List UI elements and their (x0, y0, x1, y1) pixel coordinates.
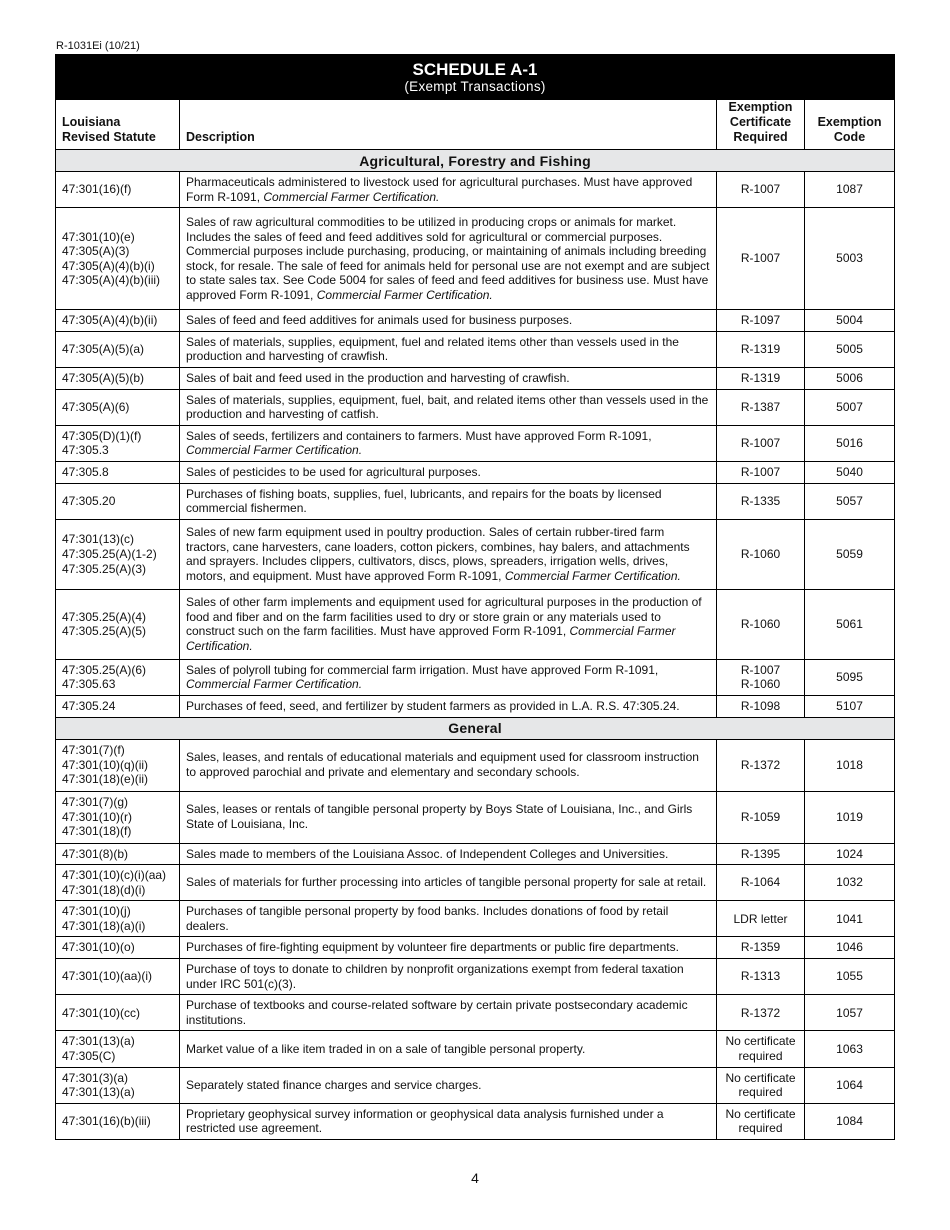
statute-line: 47:305.25(A)(6) (62, 662, 147, 677)
section-header (56, 150, 895, 172)
certificate-cell (717, 310, 805, 332)
description-cell (180, 843, 717, 865)
description-text: Sales of materials, supplies, equipment, fuel, bait, and related items other than vessels used in the production and harvesting of catfish. (186, 392, 709, 422)
certificate-line: R-1007 (740, 662, 781, 677)
statute-line: 47:301(3)(a) (62, 1070, 129, 1085)
certificate-line: R-1007 (740, 464, 781, 479)
certificate-cell (717, 589, 805, 659)
table-row (56, 937, 895, 959)
certificate-cell (717, 959, 805, 995)
certificate-cell (717, 389, 805, 425)
table-row (56, 389, 895, 425)
description-cell (180, 310, 717, 332)
statute-line: 47:305.3 (62, 443, 109, 458)
certificate-cell (717, 659, 805, 695)
exemption-code-cell: 1024 (805, 843, 895, 865)
certificate-line: R-1060 (740, 677, 781, 692)
table-row (56, 959, 895, 995)
certificate-line: R-1372 (740, 757, 781, 772)
certificate-cell (717, 937, 805, 959)
certificate-line: R-1007 (740, 251, 781, 266)
statute-line: 47:305.63 (62, 677, 116, 692)
certificate-line: R-1395 (740, 846, 781, 861)
certificate-cell (717, 483, 805, 519)
description-text: Sales of new farm equipment used in poultry production. Sales of certain rubber-tired farm tractors, cane harvesters, cane loaders, cotton pickers, combines, hay balers, and attachments and sprayers. Includes clippers, cultivators, discs, plows, spreaders, irrigation wells, drives, motors, and equipment. Must have approved Form R-1091, (186, 525, 690, 583)
description-cell (180, 995, 717, 1031)
statute-line: 47:305.8 (62, 464, 109, 479)
exemption-code-cell: 5003 (805, 208, 895, 310)
certificate-cell (717, 843, 805, 865)
table-row (56, 995, 895, 1031)
description-cell (180, 331, 717, 367)
statute-line: 47:301(8)(b) (62, 846, 129, 861)
table-row (56, 425, 895, 461)
certificate-cell (717, 367, 805, 389)
statute-line: 47:301(18)(e)(ii) (62, 772, 149, 787)
certificate-cell (717, 1031, 805, 1067)
exemption-code-cell: 5095 (805, 659, 895, 695)
description-text: Sales of bait and feed used in the production and harvesting of crawfish. (186, 370, 570, 385)
statute-cell (56, 695, 180, 717)
certificate-line: R-1387 (740, 399, 781, 414)
certificate-cell (717, 695, 805, 717)
certificate-line: R-1359 (740, 940, 781, 955)
statute-line: 47:301(10)(j) (62, 904, 131, 919)
certificate-line: No certificate (725, 1106, 796, 1121)
description-text: Purchase of toys to donate to children by nonprofit organizations exempt from federal taxation under IRC 501(c)(3). (186, 962, 684, 991)
column-header-certificate: Exemption Certificate Required (717, 100, 805, 150)
description-cell (180, 739, 717, 791)
certificate-cell (717, 739, 805, 791)
statute-line: 47:301(16)(f) (62, 182, 132, 197)
table-row (56, 483, 895, 519)
statute-cell (56, 791, 180, 843)
table-row (56, 843, 895, 865)
column-header-statute: Louisiana Revised Statute (56, 100, 180, 150)
certificate-line: required (738, 1121, 783, 1136)
exemption-code-cell: 5040 (805, 461, 895, 483)
description-cell (180, 695, 717, 717)
certificate-line: R-1319 (740, 342, 781, 357)
description-cell (180, 865, 717, 901)
statute-cell (56, 959, 180, 995)
table-row (56, 901, 895, 937)
statute-cell (56, 937, 180, 959)
certificate-line: R-1313 (740, 969, 781, 984)
description-text: Purchases of tangible personal property by food banks. Includes donations of food by retail dealers. (186, 904, 669, 933)
statute-cell (56, 310, 180, 332)
certificate-line: No certificate (725, 1070, 796, 1085)
table-row (56, 589, 895, 659)
statute-line: 47:305(A)(6) (62, 399, 130, 414)
certificate-cell (717, 425, 805, 461)
description-text: Purchase of textbooks and course-related software by certain private postsecondary academic institutions. (186, 998, 688, 1027)
statute-line: 47:301(10)(o) (62, 940, 135, 955)
statute-cell (56, 425, 180, 461)
certificate-line: R-1097 (740, 313, 781, 328)
exemption-code-cell: 5016 (805, 425, 895, 461)
description-cell (180, 589, 717, 659)
exemption-code-cell: 5059 (805, 519, 895, 589)
certificate-line: R-1064 (740, 875, 781, 890)
exemption-code-cell: 1087 (805, 172, 895, 208)
table-row (56, 331, 895, 367)
form-name-italic: Commercial Farmer Certification. (504, 568, 681, 583)
certificate-line: R-1098 (740, 698, 781, 713)
exemption-code-cell: 1032 (805, 865, 895, 901)
statute-cell (56, 172, 180, 208)
table-row (56, 519, 895, 589)
statute-cell (56, 901, 180, 937)
description-text: Purchases of fishing boats, supplies, fuel, lubricants, and repairs for the boats by licensed commercial fishermen. (186, 486, 662, 516)
statute-line: 47:305.25(A)(1-2) (62, 546, 157, 561)
certificate-line: No certificate (725, 1034, 796, 1049)
certificate-cell (717, 865, 805, 901)
table-row (56, 791, 895, 843)
statute-line: 47:305.25(A)(4) (62, 609, 147, 624)
statute-cell (56, 367, 180, 389)
table-row (56, 695, 895, 717)
statute-cell (56, 659, 180, 695)
certificate-cell (717, 995, 805, 1031)
certificate-cell (717, 1103, 805, 1139)
section-title: Agricultural, Forestry and Fishing (56, 150, 895, 172)
description-cell (180, 483, 717, 519)
table-row (56, 367, 895, 389)
form-name-italic: Commercial Farmer Certification. (263, 189, 440, 204)
description-cell (180, 461, 717, 483)
form-code: R-1031Ei (10/21) (56, 40, 140, 52)
description-text: Proprietary geophysical survey information or geophysical data analysis furnished under a restricted use agreement. (186, 1106, 664, 1136)
description-cell (180, 937, 717, 959)
statute-line: 47:301(13)(c) (62, 532, 135, 547)
exemption-code-cell: 5006 (805, 367, 895, 389)
statute-line: 47:301(7)(f) (62, 743, 125, 758)
certificate-line: R-1060 (740, 616, 781, 631)
statute-line: 47:301(18)(d)(i) (62, 882, 146, 897)
description-cell (180, 1031, 717, 1067)
statute-line: 47:305.24 (62, 698, 116, 713)
section-title: General (56, 717, 895, 739)
statute-line: 47:305(A)(4)(b)(iii) (62, 273, 161, 288)
certificate-line: R-1319 (740, 370, 781, 385)
exemption-code-cell: 5057 (805, 483, 895, 519)
column-header-code: Exemption Code (805, 100, 895, 150)
description-text: Purchases of fire-fighting equipment by volunteer fire departments or public fire departments. (186, 940, 679, 955)
section-header (56, 717, 895, 739)
form-name-italic: Commercial Farmer Certification. (186, 677, 363, 692)
statute-cell (56, 483, 180, 519)
certificate-line: R-1372 (740, 1005, 781, 1020)
exemption-code-cell: 5061 (805, 589, 895, 659)
description-text: Sales of materials, supplies, equipment, fuel and related items other than vessels used in the production and harvesting of crawfish. (186, 334, 679, 364)
certificate-line: LDR letter (733, 911, 788, 926)
exemption-code-cell: 5004 (805, 310, 895, 332)
statute-line: 47:301(7)(g) (62, 795, 129, 810)
statute-cell (56, 461, 180, 483)
table-row (56, 461, 895, 483)
form-name-italic: Commercial Farmer Certification. (186, 624, 676, 653)
certificate-cell (717, 208, 805, 310)
certificate-cell (717, 519, 805, 589)
description-text: Sales of pesticides to be used for agricultural purposes. (186, 464, 481, 479)
description-text: Sales made to members of the Louisiana Assoc. of Independent Colleges and Universities. (186, 846, 669, 861)
table-row (56, 739, 895, 791)
exemption-code-cell: 1018 (805, 739, 895, 791)
description-text: Market value of a like item traded in on a sale of tangible personal property. (186, 1041, 586, 1056)
certificate-cell (717, 172, 805, 208)
statute-line: 47:301(10)(q)(ii) (62, 757, 149, 772)
statute-cell (56, 995, 180, 1031)
statute-line: 47:305(A)(5)(b) (62, 370, 145, 385)
statute-line: 47:301(13)(a) (62, 1085, 135, 1100)
exemption-code-cell: 1064 (805, 1067, 895, 1103)
description-cell (180, 959, 717, 995)
statute-line: 47:305.25(A)(5) (62, 624, 147, 639)
statute-line: 47:301(10)(e) (62, 229, 135, 244)
certificate-line: R-1060 (740, 546, 781, 561)
exemption-code-cell: 5107 (805, 695, 895, 717)
table-row (56, 1103, 895, 1139)
statute-cell (56, 865, 180, 901)
statute-line: 47:305(A)(3) (62, 244, 130, 259)
certificate-line: R-1335 (740, 493, 781, 508)
statute-line: 47:301(10)(c)(i)(aa) (62, 868, 167, 883)
description-cell (180, 389, 717, 425)
statute-line: 47:305.25(A)(3) (62, 561, 147, 576)
statute-line: 47:301(18)(a)(i) (62, 918, 146, 933)
statute-line: 47:301(13)(a) (62, 1034, 135, 1049)
description-text: Pharmaceuticals administered to livestock used for agricultural purchases. Must have approved Form R-1091, (186, 175, 693, 204)
description-text: Sales of polyroll tubing for commercial farm irrigation. Must have approved Form R-1091, (186, 662, 659, 677)
statute-cell (56, 739, 180, 791)
table-row (56, 208, 895, 310)
statute-line: 47:301(10)(r) (62, 809, 133, 824)
description-cell (180, 1067, 717, 1103)
description-cell (180, 519, 717, 589)
description-text: Sales, leases or rentals of tangible personal property by Boys State of Louisiana, Inc., and Girls State of Louisiana, Inc. (186, 802, 693, 831)
statute-cell (56, 1067, 180, 1103)
exemption-code-cell: 5005 (805, 331, 895, 367)
statute-line: 47:301(10)(cc) (62, 1005, 141, 1020)
table-row (56, 865, 895, 901)
exemption-code-cell: 1046 (805, 937, 895, 959)
description-cell (180, 172, 717, 208)
statute-line: 47:305.20 (62, 493, 116, 508)
statute-line: 47:305(A)(4)(b)(ii) (62, 313, 158, 328)
table-row (56, 1067, 895, 1103)
statute-line: 47:301(18)(f) (62, 824, 132, 839)
certificate-cell (717, 791, 805, 843)
description-text: Purchases of feed, seed, and fertilizer by student farmers as provided in L.A. R.S. 47:305.24. (186, 698, 680, 713)
description-text: Separately stated finance charges and service charges. (186, 1077, 482, 1092)
description-text: Sales of feed and feed additives for animals used for business purposes. (186, 313, 573, 328)
exemption-code-cell: 1041 (805, 901, 895, 937)
table-row (56, 172, 895, 208)
description-cell (180, 901, 717, 937)
statute-cell (56, 1031, 180, 1067)
table-row (56, 1031, 895, 1067)
statute-cell (56, 331, 180, 367)
description-cell (180, 791, 717, 843)
column-header-description: Description (180, 100, 717, 150)
exemption-code-cell: 1057 (805, 995, 895, 1031)
description-cell (180, 659, 717, 695)
exemption-code-cell: 1019 (805, 791, 895, 843)
description-text: Sales of other farm implements and equipment used for agricultural purposes in the production of food and fiber and on the farm facilities used to dry or store grain or any materials used to construct such on the farm facilities. Must have approved Form R-1091, (186, 595, 702, 639)
statute-cell (56, 1103, 180, 1139)
schedule-subtitle: (Exempt Transactions) (404, 78, 546, 94)
page-number: 4 (471, 1170, 479, 1186)
description-cell (180, 367, 717, 389)
schedule-table (55, 54, 895, 1140)
statute-cell (56, 389, 180, 425)
schedule-banner (56, 55, 895, 100)
description-text: Sales of raw agricultural commodities to be utilized in producing crops or animals for market. Includes the sales of feed and feed additives sold for agricultural or commercial purposes. Commercial purposes include purchasing, producing, or maintaining of animals including breeding stock, for resale. The sale of feed for animals held for personal use are not exempt and are subject to state sales tax. See Code 5004 for sales of feed and feed additives for business use. Must have approved Form R-1091, (186, 214, 710, 302)
statute-cell (56, 589, 180, 659)
certificate-cell (717, 901, 805, 937)
description-cell (180, 1103, 717, 1139)
statute-cell (56, 843, 180, 865)
statute-line: 47:305(A)(4)(b)(i) (62, 258, 155, 273)
certificate-line: required (738, 1049, 783, 1064)
description-cell (180, 208, 717, 310)
description-text: Sales of materials for further processing into articles of tangible personal property for sale at retail. (186, 875, 707, 890)
exemption-code-cell: 1084 (805, 1103, 895, 1139)
statute-line: 47:301(16)(b)(iii) (62, 1114, 151, 1129)
table-row (56, 659, 895, 695)
certificate-line: R-1059 (740, 809, 781, 824)
table-body (56, 150, 895, 1140)
statute-line: 47:301(10)(aa)(i) (62, 969, 153, 984)
form-name-italic: Commercial Farmer Certification. (186, 443, 363, 458)
certificate-cell (717, 1067, 805, 1103)
form-name-italic: Commercial Farmer Certification. (316, 287, 493, 302)
table-row (56, 310, 895, 332)
description-cell (180, 425, 717, 461)
certificate-line: R-1007 (740, 436, 781, 451)
certificate-line: required (738, 1085, 783, 1100)
statute-cell (56, 208, 180, 310)
schedule-title: SCHEDULE A-1 (412, 59, 538, 79)
description-text: Sales, leases, and rentals of educational materials and equipment used for classroom instruction to approved parochial and private and elementary and secondary schools. (186, 750, 699, 779)
statute-cell (56, 519, 180, 589)
statute-line: 47:305(D)(1)(f) (62, 428, 142, 443)
certificate-line: R-1007 (740, 182, 781, 197)
exemption-code-cell: 1055 (805, 959, 895, 995)
exemption-code-cell: 1063 (805, 1031, 895, 1067)
statute-line: 47:305(C) (62, 1049, 116, 1064)
description-text: Sales of seeds, fertilizers and containers to farmers. Must have approved Form R-1091, (186, 428, 652, 443)
certificate-cell (717, 331, 805, 367)
exemption-code-cell: 5007 (805, 389, 895, 425)
certificate-cell (717, 461, 805, 483)
statute-line: 47:305(A)(5)(a) (62, 342, 145, 357)
